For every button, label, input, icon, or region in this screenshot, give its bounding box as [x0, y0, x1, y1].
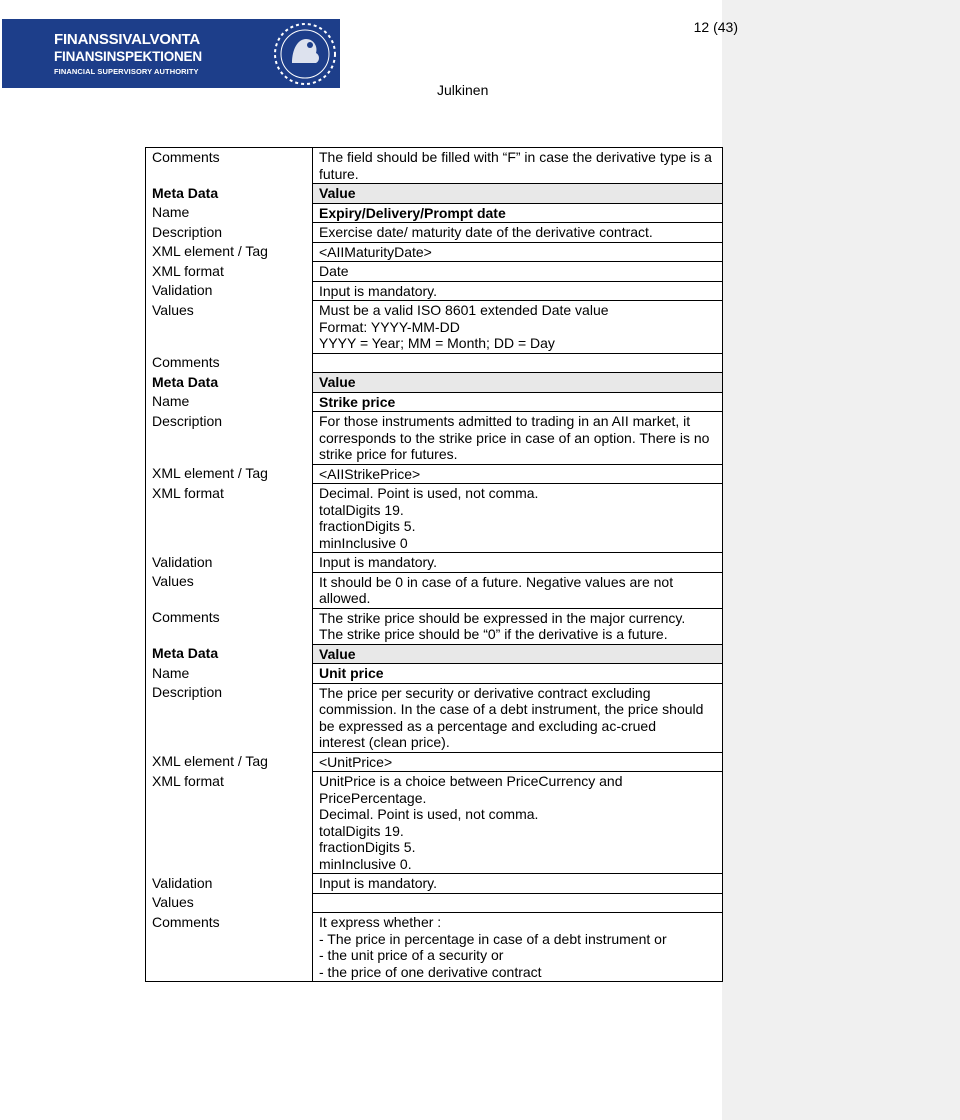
- value-line: totalDigits 19.: [319, 822, 404, 839]
- table-row: [146, 242, 723, 262]
- row-value: [313, 683, 723, 752]
- table-row: [146, 874, 723, 894]
- value-line: - the unit price of a security or: [319, 947, 504, 963]
- page-number: 12 (43): [693, 19, 738, 35]
- row-value: [313, 392, 723, 412]
- table-row: [146, 281, 723, 301]
- value-line: [319, 355, 716, 372]
- table-row: [146, 484, 723, 553]
- row-value: [313, 412, 723, 465]
- row-value: [313, 553, 723, 573]
- table-row: [146, 752, 723, 772]
- row-value: [313, 223, 723, 243]
- row-value: [313, 148, 723, 184]
- row-label: Meta Data: [146, 184, 313, 204]
- row-label: Meta Data: [146, 373, 313, 393]
- metadata-table: [145, 147, 723, 982]
- row-value: [313, 353, 723, 373]
- row-label: Values: [146, 572, 313, 608]
- row-value: [313, 184, 723, 204]
- value-line: The strike price should be expressed in the major currency.: [319, 609, 686, 626]
- row-label: Description: [146, 223, 313, 243]
- value-line: minInclusive 0: [319, 534, 408, 551]
- value-line: Must be a valid ISO 8601 extended Date value: [319, 302, 609, 318]
- table-row: [146, 148, 723, 184]
- row-label: XML format: [146, 484, 313, 553]
- table-row: [146, 184, 723, 204]
- row-label: Comments: [146, 913, 313, 982]
- table-row: [146, 301, 723, 354]
- value-line: - the price of one derivative contract: [319, 963, 542, 980]
- row-value: [313, 874, 723, 894]
- value-line: Decimal. Point is used, not comma.: [319, 806, 539, 822]
- page-margin-band: [722, 0, 960, 1120]
- row-label: Description: [146, 412, 313, 465]
- value-line: Value: [319, 374, 356, 390]
- value-line: interest (clean price).: [319, 734, 450, 750]
- value-line: <AIIStrikePrice>: [319, 465, 421, 482]
- value-line: YYYY = Year; MM = Month; DD = Day: [319, 335, 555, 351]
- row-value: [313, 893, 723, 913]
- row-label: Name: [146, 664, 313, 684]
- row-label: XML element / Tag: [146, 242, 313, 262]
- row-label: Description: [146, 683, 313, 752]
- value-line: fractionDigits 5.: [319, 839, 416, 855]
- row-value: [313, 484, 723, 553]
- value-line: The price per security or derivative contract excluding commission. In the case of a debt instrument, the price should be expressed as a percentage and excluding ac-crued: [319, 684, 704, 734]
- table-row: [146, 664, 723, 684]
- row-label: XML format: [146, 772, 313, 874]
- row-value: [313, 752, 723, 772]
- logo-line-3: FINANCIAL SUPERVISORY AUTHORITY: [54, 67, 199, 76]
- fiva-logo: [2, 19, 340, 88]
- value-line: [319, 895, 716, 912]
- row-value: [313, 262, 723, 282]
- value-line: Strike price: [319, 393, 396, 410]
- row-label: Comments: [146, 353, 313, 373]
- value-line: <UnitPrice>: [319, 753, 393, 770]
- value-line: UnitPrice is a choice between PriceCurrency and PricePercentage.: [319, 773, 623, 806]
- table-row: [146, 644, 723, 664]
- logo-line-2: FINANSINSPEKTIONEN: [54, 49, 202, 64]
- row-label: Values: [146, 301, 313, 354]
- row-value: [313, 644, 723, 664]
- row-label: Validation: [146, 281, 313, 301]
- table-row: [146, 392, 723, 412]
- table-row: [146, 464, 723, 484]
- row-value: [313, 203, 723, 223]
- table-row: [146, 353, 723, 373]
- table-row: [146, 572, 723, 608]
- value-line: It should be 0 in case of a future. Negative values are not allowed.: [319, 573, 674, 606]
- table-row: [146, 262, 723, 282]
- row-value: [313, 572, 723, 608]
- logo-line-1: FINANSSIVALVONTA: [54, 31, 200, 48]
- value-line: Decimal. Point is used, not comma.: [319, 485, 539, 501]
- value-line: Value: [319, 185, 356, 201]
- value-line: - The price in percentage in case of a debt instrument or: [319, 930, 667, 947]
- value-line: Input is mandatory.: [319, 282, 438, 299]
- value-line: Format: YYYY-MM-DD: [319, 318, 460, 335]
- value-line: Input is mandatory.: [319, 875, 438, 891]
- table-row: [146, 683, 723, 752]
- table-row: [146, 223, 723, 243]
- table-row: [146, 203, 723, 223]
- table-row: [146, 772, 723, 874]
- row-label: XML element / Tag: [146, 752, 313, 772]
- row-value: [313, 301, 723, 354]
- value-line: The strike price should be “0” if the derivative is a future.: [319, 626, 668, 642]
- row-value: [313, 464, 723, 484]
- row-value: [313, 373, 723, 393]
- value-line: fractionDigits 5.: [319, 518, 416, 534]
- row-label: Values: [146, 893, 313, 913]
- row-value: [313, 242, 723, 262]
- document-classification: Julkinen: [437, 82, 489, 98]
- value-line: It express whether :: [319, 914, 442, 930]
- row-label: Comments: [146, 608, 313, 644]
- value-line: Input is mandatory.: [319, 554, 438, 570]
- value-line: Unit price: [319, 665, 384, 681]
- value-line: totalDigits 19.: [319, 501, 404, 518]
- table-row: [146, 412, 723, 465]
- value-line: Expiry/Delivery/Prompt date: [319, 204, 506, 221]
- table-row: [146, 373, 723, 393]
- row-label: Validation: [146, 553, 313, 573]
- row-value: [313, 913, 723, 982]
- row-value: [313, 772, 723, 874]
- table-row: [146, 608, 723, 644]
- row-value: [313, 281, 723, 301]
- value-line: <AIIMaturityDate>: [319, 243, 432, 260]
- value-line: Exercise date/ maturity date of the derivative contract.: [319, 224, 653, 240]
- row-value: [313, 664, 723, 684]
- row-label: XML element / Tag: [146, 464, 313, 484]
- value-line: Value: [319, 645, 356, 662]
- table-row: [146, 913, 723, 982]
- table-row: [146, 553, 723, 573]
- value-line: The field should be filled with “F” in case the derivative type is a future.: [319, 149, 712, 182]
- row-label: Comments: [146, 148, 313, 184]
- row-label: Validation: [146, 874, 313, 894]
- row-label: Name: [146, 392, 313, 412]
- lion-emblem-icon: [270, 19, 340, 88]
- row-label: XML format: [146, 262, 313, 282]
- row-label: Name: [146, 203, 313, 223]
- row-label: Meta Data: [146, 644, 313, 664]
- value-line: minInclusive 0.: [319, 855, 412, 872]
- value-line: For those instruments admitted to trading in an AII market, it corresponds to the strike price in case of an option. There is no strike price for futures.: [319, 413, 710, 462]
- row-value: [313, 608, 723, 644]
- value-line: Date: [319, 263, 349, 279]
- table-row: [146, 893, 723, 913]
